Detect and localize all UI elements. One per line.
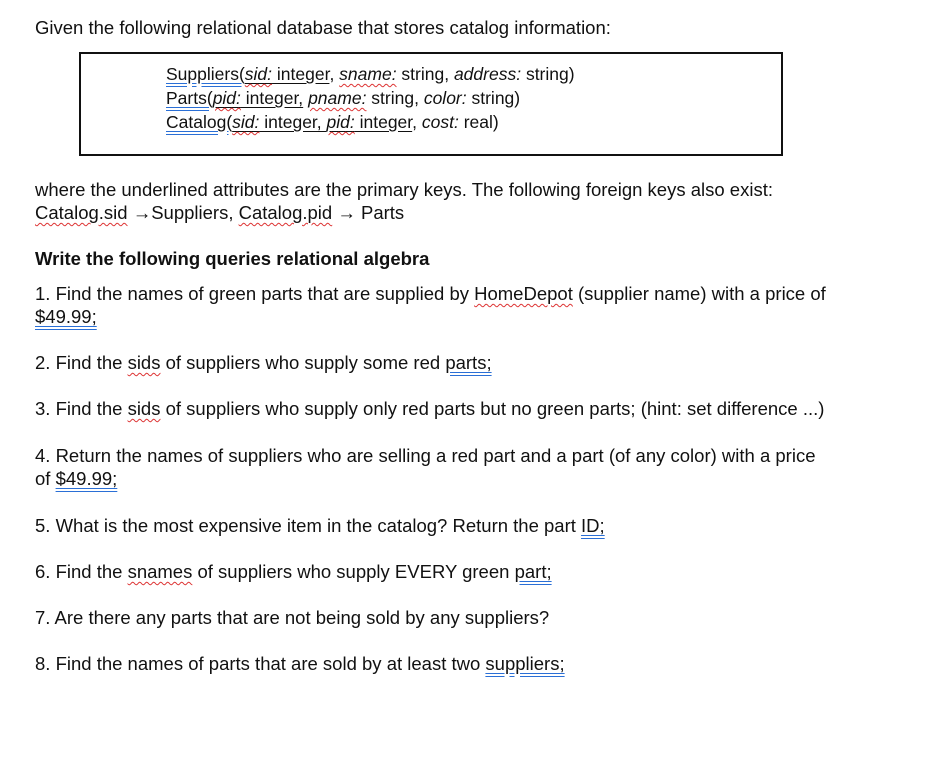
question-4: 4. Return the names of suppliers who are selling a red part and a part (of any color) with a price xyxy=(35,445,816,466)
attr: pname: xyxy=(308,88,367,108)
q-text: $49.99; xyxy=(55,468,118,489)
attr: pid: xyxy=(326,112,355,132)
q-text: sids xyxy=(127,398,161,419)
schema-catalog xyxy=(166,110,499,134)
relation-name: Parts( xyxy=(166,88,213,108)
question-4-cont xyxy=(35,468,117,490)
q-text: 2. Find the xyxy=(35,352,128,373)
attr: sid: xyxy=(232,112,260,132)
fk-text: Catalog.pid xyxy=(238,202,333,223)
section-heading: Write the following queries relational algebra xyxy=(35,248,430,269)
type: string, xyxy=(366,88,424,108)
schema-parts xyxy=(166,86,520,110)
question-3 xyxy=(35,398,824,420)
q-text: of suppliers who supply only red parts but no green parts; (hint: set difference ...) xyxy=(160,398,825,419)
q-text: ID; xyxy=(581,515,605,536)
q-text: 6. Find the xyxy=(35,561,128,582)
fk-text: → Parts xyxy=(332,202,405,223)
attr: color: xyxy=(423,88,467,108)
question-7: 7. Are there any parts that are not being sold by any suppliers? xyxy=(35,607,550,628)
where-text: where the underlined attributes are the primary keys. The following foreign keys also exist: xyxy=(35,179,773,200)
q-text: parts; xyxy=(445,352,492,373)
foreign-keys xyxy=(35,202,404,224)
q-text: 5. What is the most expensive item in the catalog? Return the part xyxy=(35,515,582,536)
q-text: HomeDepot xyxy=(474,283,573,304)
question-6 xyxy=(35,561,552,583)
q-text: sids xyxy=(127,352,161,373)
relation-name: Catalog( xyxy=(166,112,233,132)
type: integer, xyxy=(259,112,327,132)
q-text: suppliers; xyxy=(485,653,565,674)
type: string, xyxy=(396,64,454,84)
q-text: $49.99; xyxy=(35,306,97,327)
q-text: snames xyxy=(127,561,193,582)
q-text: part; xyxy=(514,561,552,582)
question-2 xyxy=(35,352,492,374)
type: integer xyxy=(272,64,330,84)
type: string) xyxy=(466,88,521,108)
sep: , xyxy=(329,64,340,84)
question-8 xyxy=(35,653,565,675)
q-text: 8. Find the names of parts that are sold by at least two xyxy=(35,653,486,674)
schema-suppliers xyxy=(166,62,575,86)
relation-name: Suppliers( xyxy=(166,64,245,84)
type: real) xyxy=(458,112,499,132)
attr: pid: xyxy=(212,88,241,108)
intro-text: Given the following relational database that stores catalog information: xyxy=(35,17,611,38)
attr: cost: xyxy=(421,112,459,132)
type: integer xyxy=(354,112,413,132)
q-text: of xyxy=(35,468,56,489)
q-text: of suppliers who supply EVERY green xyxy=(192,561,515,582)
q-text: of suppliers who supply some red xyxy=(160,352,446,373)
sep: , xyxy=(412,112,422,132)
q-text: 1. Find the names of green parts that are supplied by xyxy=(35,283,475,304)
q-text: (supplier name) with a price of xyxy=(572,283,826,304)
attr: sname: xyxy=(339,64,397,84)
fk-text: Catalog.sid xyxy=(35,202,128,223)
attr: address: xyxy=(453,64,522,84)
attr: sid: xyxy=(244,64,273,84)
type: integer, xyxy=(240,88,304,108)
q-text: 3. Find the xyxy=(35,398,128,419)
fk-text: →Suppliers, xyxy=(127,202,239,223)
question-1-cont xyxy=(35,306,97,328)
question-5 xyxy=(35,515,605,537)
type: string) xyxy=(521,64,575,84)
question-1 xyxy=(35,283,826,305)
